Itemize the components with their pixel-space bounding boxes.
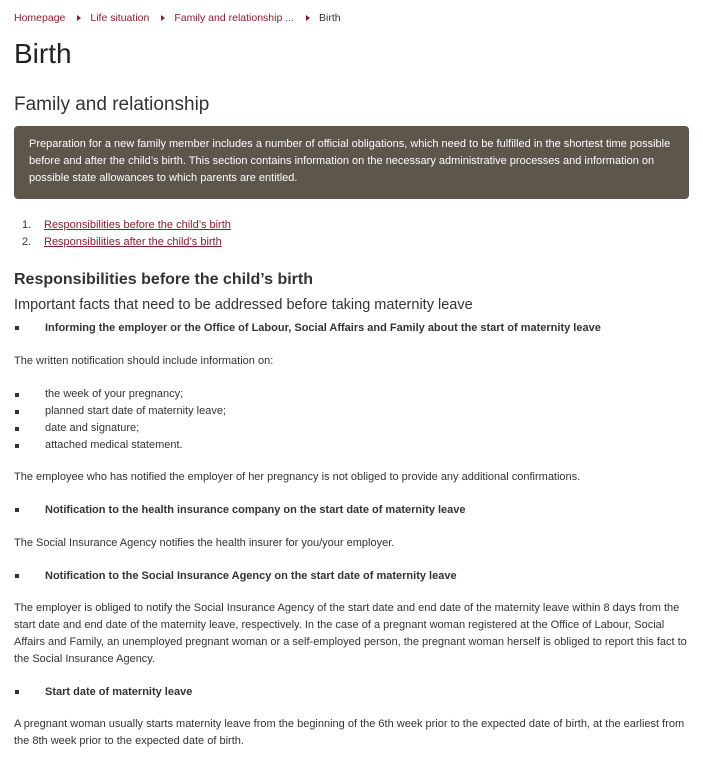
breadcrumb-current: Birth: [318, 12, 341, 24]
breadcrumb-separator-icon: [77, 15, 81, 21]
toc-link-before-birth[interactable]: Responsibilities before the child’s birth: [44, 219, 231, 231]
square-bullet-icon: [15, 393, 19, 397]
breadcrumb-separator-icon: [306, 15, 310, 21]
breadcrumb-family-and-relationship[interactable]: Family and relationship ...: [174, 12, 294, 24]
toc-number: 2.: [22, 236, 32, 248]
intro-box: Preparation for a new family member includes a number of official obligations, which need to be fulfilled in the shortest time possible before and after the child’s birth. This section contains information on the necessary administrative processes and information on possible state allowances to which parents are entitled.: [14, 126, 689, 199]
toc-link-after-birth[interactable]: Responsibilities after the child’s birth: [44, 236, 222, 248]
square-bullet-icon: [15, 508, 19, 512]
breadcrumb-separator-icon: [161, 15, 165, 21]
list-item-text: planned start date of maternity leave;: [45, 405, 226, 417]
toc-item: [14, 217, 689, 234]
breadcrumb-homepage[interactable]: Homepage: [14, 12, 66, 24]
list-item-text: date and signature;: [45, 422, 140, 434]
list-item: [14, 403, 689, 420]
toc-number: 1.: [22, 219, 32, 231]
bullet-label: Informing the employer or the Office of Labour, Social Affairs and Family about the start of maternity leave: [45, 322, 601, 334]
notification-intro: The written notification should include information on:: [14, 355, 274, 367]
page-title: Birth: [14, 38, 72, 69]
bullet-label: Start date of maternity leave: [45, 686, 193, 698]
bullet-label: Notification to the Social Insurance Agency on the start date of maternity leave: [45, 570, 457, 582]
section-title: Family and relationship: [14, 94, 210, 115]
list-item: [14, 420, 689, 437]
square-bullet-icon: [15, 326, 19, 330]
bullet-health-insurance: [14, 502, 689, 518]
list-item: [14, 386, 689, 403]
breadcrumb-life-situation[interactable]: Life situation: [90, 12, 150, 24]
bullet-informing-employer: [14, 320, 689, 336]
employee-note: The employee who has notified the employer of her pregnancy is not obliged to provide any additional confirmations.: [14, 471, 581, 483]
square-bullet-icon: [15, 574, 19, 578]
social-insurance-text: The employer is obliged to notify the Social Insurance Agency of the start date and end date of the maternity leave within 8 days from the start date and end date of the maternity leave, respectively. In the case of a pregnant woman registered at the Office of Labour, Social Affairs and Family, an unemployed pregnant woman or a self-employed person, the pregnant woman herself is obliged to report this fact to the Social Insurance Agency.: [14, 602, 687, 665]
list-item-text: the week of your pregnancy;: [45, 388, 184, 400]
square-bullet-icon: [15, 427, 19, 431]
bullet-label: Notification to the health insurance company on the start date of maternity leave: [45, 504, 466, 516]
list-item: [14, 437, 689, 454]
square-bullet-icon: [15, 444, 19, 448]
breadcrumb: [14, 0, 689, 25]
bullet-start-date: [14, 684, 689, 700]
toc-item: [14, 234, 689, 251]
maternity-leave-subheading: Important facts that need to be addressed before taking maternity leave: [14, 297, 473, 313]
before-birth-heading: Responsibilities before the child’s birth: [14, 271, 314, 288]
table-of-contents: [14, 217, 689, 251]
start-date-text: A pregnant woman usually starts maternity leave from the beginning of the 6th week prior to the expected date of birth, at the earliest from the 8th week prior to the expected date of birth.: [14, 718, 685, 747]
list-item-text: attached medical statement.: [45, 439, 183, 451]
square-bullet-icon: [15, 690, 19, 694]
health-insurance-text: The Social Insurance Agency notifies the health insurer for you/your employer.: [14, 537, 395, 549]
square-bullet-icon: [15, 410, 19, 414]
bullet-social-insurance: [14, 568, 689, 584]
notification-list: [14, 386, 689, 454]
